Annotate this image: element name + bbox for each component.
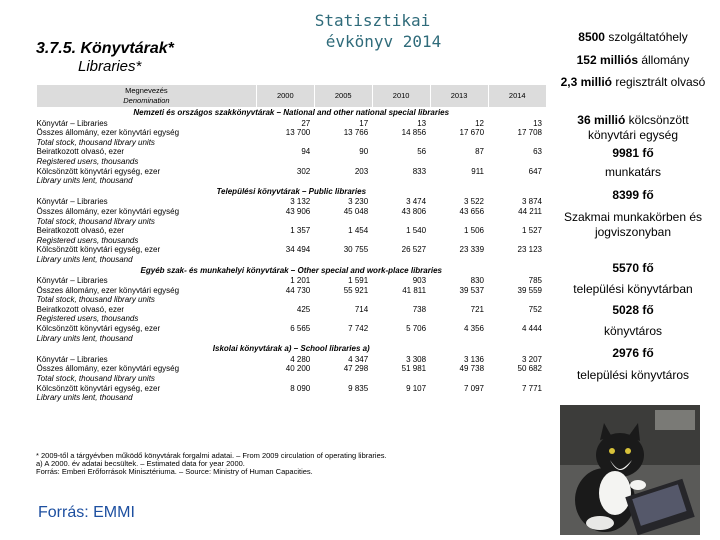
table-row bbox=[37, 245, 547, 255]
row-value: 4 347 bbox=[348, 354, 369, 364]
row-value: 7 097 bbox=[463, 383, 485, 393]
table-heading-en: Libraries* bbox=[78, 58, 142, 75]
table-row bbox=[37, 138, 547, 148]
row-label: Library units lent, thousand bbox=[36, 254, 133, 264]
row-value bbox=[488, 138, 546, 148]
stat-value: 8500 bbox=[578, 30, 605, 44]
row-label: Registered users, thousands bbox=[36, 314, 139, 324]
table-row bbox=[37, 255, 547, 265]
footnote: * 2009-től a tárgyévben működő könyvtárak forgalmi adatai. – From 2009 circulation of operating libraries. bbox=[36, 451, 387, 460]
row-value bbox=[256, 393, 314, 403]
row-label: Kölcsönzött könyvtári egység, ezer bbox=[36, 245, 161, 255]
slide-title-line1: Statisztikai bbox=[314, 11, 431, 30]
stat-text: Szakmai munkakörben és jogviszonyban bbox=[563, 210, 703, 239]
table-row bbox=[37, 197, 547, 207]
row-value bbox=[430, 157, 488, 167]
row-label: Könyvtár – Libraries bbox=[36, 118, 108, 128]
row-value: 830 bbox=[470, 276, 485, 286]
stat-item bbox=[553, 188, 713, 203]
row-value: 1 201 bbox=[290, 276, 311, 286]
row-value bbox=[256, 157, 314, 167]
table-row bbox=[37, 286, 547, 296]
row-value: 7 771 bbox=[521, 383, 542, 393]
stat-item bbox=[553, 53, 713, 68]
row-value bbox=[256, 334, 314, 344]
table-footnotes bbox=[36, 452, 387, 476]
row-value: 30 755 bbox=[343, 245, 369, 255]
row-value: 23 339 bbox=[459, 245, 485, 255]
table-row bbox=[37, 128, 547, 138]
table-row bbox=[37, 226, 547, 236]
row-value bbox=[488, 393, 546, 403]
row-value bbox=[256, 295, 314, 305]
stat-item bbox=[553, 113, 713, 142]
table-row bbox=[37, 384, 547, 394]
row-value bbox=[372, 393, 430, 403]
row-label: Total stock, thousand library units bbox=[36, 216, 155, 226]
row-value: 1 591 bbox=[348, 276, 369, 286]
row-value: 34 494 bbox=[285, 245, 311, 255]
table-heading-hu: 3.7.5. Könyvtárak* bbox=[36, 40, 174, 57]
stat-value: 2,3 millió bbox=[560, 75, 612, 89]
stat-text: szolgáltatóhely bbox=[604, 30, 688, 44]
row-value: 3 230 bbox=[348, 197, 369, 207]
row-value: 3 874 bbox=[521, 197, 542, 207]
stat-text: települési könyvtárban bbox=[573, 282, 693, 296]
row-value bbox=[314, 217, 372, 227]
stat-text: munkatárs bbox=[604, 165, 662, 179]
row-value: 4 280 bbox=[290, 354, 311, 364]
stat-value: 152 milliós bbox=[576, 53, 638, 67]
row-value bbox=[314, 157, 372, 167]
footnote: a) A 2000. év adatai becsültek. – Estimated data for year 2000. bbox=[36, 459, 245, 468]
table-row bbox=[37, 176, 547, 186]
row-value: 3 522 bbox=[463, 197, 485, 207]
row-value: 12 bbox=[475, 118, 485, 128]
row-value bbox=[314, 295, 372, 305]
row-value bbox=[256, 236, 314, 246]
cat-at-laptop-photo bbox=[560, 405, 700, 535]
row-value bbox=[256, 176, 314, 186]
row-value: 203 bbox=[354, 166, 369, 176]
table-header-row bbox=[37, 85, 547, 107]
stat-item bbox=[553, 346, 713, 361]
row-label: Registered users, thousands bbox=[36, 156, 139, 166]
row-value: 50 682 bbox=[517, 364, 542, 374]
year-header: 2010 bbox=[372, 85, 430, 107]
table-row bbox=[37, 276, 547, 286]
row-value bbox=[314, 334, 372, 344]
row-label: Kölcsönzött könyvtári egység, ezer bbox=[36, 324, 161, 334]
section-title: Iskolai könyvtárak a) – School libraries a) bbox=[212, 344, 370, 354]
row-value bbox=[256, 255, 314, 265]
row-value: 4 444 bbox=[521, 324, 542, 334]
row-label: Kölcsönzött könyvtári egység, ezer bbox=[36, 383, 161, 393]
row-value: 1 527 bbox=[521, 226, 542, 236]
row-value bbox=[430, 393, 488, 403]
row-label: Total stock, thousand library units bbox=[36, 295, 155, 305]
row-value bbox=[256, 138, 314, 148]
row-value: 17 bbox=[359, 118, 369, 128]
row-value: 425 bbox=[296, 304, 311, 314]
row-value: 23 123 bbox=[517, 245, 542, 255]
table-row bbox=[37, 157, 547, 167]
row-value bbox=[314, 255, 372, 265]
row-value bbox=[372, 334, 430, 344]
row-value: 13 bbox=[533, 118, 542, 128]
denomination-label: Megnevezés bbox=[125, 86, 168, 96]
row-label: Library units lent, thousand bbox=[36, 333, 133, 343]
row-value bbox=[430, 255, 488, 265]
row-label: Összes állomány, ezer könyvtári egység bbox=[36, 128, 180, 138]
row-value: 13 766 bbox=[343, 128, 369, 138]
row-value: 43 806 bbox=[401, 206, 427, 216]
row-value bbox=[314, 176, 372, 186]
row-value: 56 bbox=[417, 147, 427, 157]
stat-text: kölcsönzött könyvtári egység bbox=[587, 113, 689, 142]
row-value bbox=[314, 314, 372, 324]
row-value bbox=[372, 314, 430, 324]
section-title-row bbox=[37, 265, 547, 277]
table-row bbox=[37, 217, 547, 227]
row-value: 41 811 bbox=[402, 285, 427, 295]
row-value bbox=[372, 138, 430, 148]
row-label: Összes állomány, ezer könyvtári egység bbox=[36, 364, 180, 374]
row-value: 3 132 bbox=[290, 197, 311, 207]
row-label: Beiratkozott olvasó, ezer bbox=[36, 304, 125, 314]
row-value: 90 bbox=[359, 147, 369, 157]
source-label: Forrás: EMMI bbox=[38, 504, 135, 521]
table-row bbox=[37, 236, 547, 246]
stat-value: 9981 fő bbox=[612, 146, 654, 160]
row-value bbox=[256, 217, 314, 227]
row-value bbox=[372, 217, 430, 227]
row-label: Library units lent, thousand bbox=[36, 176, 133, 186]
row-value: 738 bbox=[412, 304, 427, 314]
row-value: 7 742 bbox=[348, 324, 369, 334]
stat-item bbox=[553, 261, 713, 276]
row-value: 3 136 bbox=[463, 354, 485, 364]
row-value bbox=[430, 138, 488, 148]
footnote: Forrás: Emberi Erőforrások Minisztériuma. – Source: Ministry of Human Capacities. bbox=[36, 467, 313, 476]
row-value: 302 bbox=[296, 166, 311, 176]
section-title-row bbox=[37, 343, 547, 355]
row-value bbox=[430, 374, 488, 384]
table-row bbox=[37, 334, 547, 344]
section-title: Települési könyvtárak – Public libraries bbox=[216, 186, 367, 196]
table-row bbox=[37, 119, 547, 129]
row-value: 43 906 bbox=[285, 206, 311, 216]
year-header: 2014 bbox=[488, 85, 546, 107]
row-label: Registered users, thousands bbox=[36, 235, 139, 245]
row-value: 87 bbox=[475, 147, 485, 157]
row-value bbox=[430, 217, 488, 227]
denomination-header bbox=[37, 85, 257, 107]
denomination-label-en: Denomination bbox=[123, 96, 170, 105]
row-value bbox=[488, 314, 546, 324]
stat-item bbox=[553, 368, 713, 383]
row-value bbox=[314, 374, 372, 384]
row-value: 647 bbox=[528, 166, 542, 176]
row-value bbox=[488, 236, 546, 246]
row-value: 43 656 bbox=[459, 206, 485, 216]
row-value: 39 559 bbox=[517, 285, 542, 295]
stat-item bbox=[553, 30, 713, 45]
row-value bbox=[372, 255, 430, 265]
row-label: Könyvtár – Libraries bbox=[36, 354, 108, 364]
row-value: 94 bbox=[301, 147, 311, 157]
stat-text: könyvtáros bbox=[603, 324, 663, 338]
row-value: 14 856 bbox=[401, 128, 427, 138]
row-value bbox=[372, 236, 430, 246]
row-value bbox=[372, 374, 430, 384]
row-value: 1 506 bbox=[463, 226, 485, 236]
row-value bbox=[430, 295, 488, 305]
row-value bbox=[488, 255, 546, 265]
row-value: 785 bbox=[528, 276, 542, 286]
row-value: 903 bbox=[412, 276, 427, 286]
row-value bbox=[430, 314, 488, 324]
row-value: 3 207 bbox=[521, 354, 542, 364]
row-value bbox=[314, 236, 372, 246]
section-title: Nemzeti és országos szakkönyvtárak – National and other national special libraries bbox=[133, 108, 450, 117]
table-row bbox=[37, 207, 547, 217]
stat-item bbox=[553, 75, 713, 90]
row-value: 51 981 bbox=[401, 364, 427, 374]
row-value bbox=[488, 217, 546, 227]
row-value: 5 706 bbox=[406, 324, 427, 334]
row-value: 752 bbox=[528, 304, 542, 314]
statistics-table-figure bbox=[36, 40, 546, 475]
row-value: 833 bbox=[412, 166, 427, 176]
row-value: 17 708 bbox=[517, 128, 542, 138]
row-value: 6 565 bbox=[290, 324, 311, 334]
table-heading bbox=[36, 40, 174, 75]
row-value: 3 474 bbox=[406, 197, 427, 207]
row-label: Total stock, thousand library units bbox=[36, 374, 155, 384]
row-label: Library units lent, thousand bbox=[36, 393, 133, 403]
row-value bbox=[372, 157, 430, 167]
table-row bbox=[37, 355, 547, 365]
row-value bbox=[314, 138, 372, 148]
row-value bbox=[488, 374, 546, 384]
stat-item bbox=[553, 282, 713, 297]
row-label: Beiratkozott olvasó, ezer bbox=[36, 226, 125, 236]
row-value bbox=[256, 374, 314, 384]
stat-value: 2976 fő bbox=[612, 346, 654, 360]
row-value bbox=[372, 176, 430, 186]
table-row bbox=[37, 314, 547, 324]
row-label: Könyvtár – Libraries bbox=[36, 197, 108, 207]
row-label: Összes állomány, ezer könyvtári egység bbox=[36, 206, 180, 216]
row-value: 721 bbox=[470, 304, 485, 314]
stat-item bbox=[553, 324, 713, 339]
row-value: 39 537 bbox=[459, 285, 485, 295]
row-value bbox=[488, 157, 546, 167]
year-header: 2000 bbox=[256, 85, 314, 107]
row-value bbox=[314, 393, 372, 403]
row-value bbox=[430, 176, 488, 186]
year-header: 2005 bbox=[314, 85, 372, 107]
row-value: 13 700 bbox=[285, 128, 311, 138]
row-value: 26 527 bbox=[401, 245, 427, 255]
table-row bbox=[37, 295, 547, 305]
library-statistics-table bbox=[36, 85, 546, 403]
row-value: 911 bbox=[471, 166, 485, 176]
row-value: 714 bbox=[354, 304, 369, 314]
row-value: 40 200 bbox=[285, 364, 311, 374]
row-value: 45 048 bbox=[343, 206, 369, 216]
row-value: 49 738 bbox=[459, 364, 485, 374]
row-value: 3 308 bbox=[406, 354, 427, 364]
table-row bbox=[37, 305, 547, 315]
stat-item bbox=[553, 303, 713, 318]
row-value: 13 bbox=[417, 118, 427, 128]
table-row bbox=[37, 167, 547, 177]
row-value: 55 921 bbox=[343, 285, 369, 295]
stat-item bbox=[553, 146, 713, 161]
row-value: 1 454 bbox=[348, 226, 369, 236]
section-title-row bbox=[37, 107, 547, 119]
slide-title-line2: évkönyv 2014 bbox=[325, 32, 442, 51]
row-value: 1 540 bbox=[406, 226, 427, 236]
table-row bbox=[37, 324, 547, 334]
row-label: Beiratkozott olvasó, ezer bbox=[36, 147, 125, 157]
stat-item bbox=[553, 165, 713, 180]
row-label: Kölcsönzött könyvtári egység, ezer bbox=[36, 166, 161, 176]
row-value bbox=[430, 236, 488, 246]
row-value: 9 107 bbox=[406, 383, 427, 393]
row-value bbox=[488, 334, 546, 344]
row-value: 47 298 bbox=[343, 364, 369, 374]
stat-text: települési könyvtáros bbox=[576, 368, 690, 382]
stat-text: állomány bbox=[638, 53, 690, 67]
row-value bbox=[488, 176, 546, 186]
row-value: 63 bbox=[533, 147, 542, 157]
stat-value: 5028 fő bbox=[612, 303, 654, 317]
year-header: 2013 bbox=[430, 85, 488, 107]
row-value: 1 357 bbox=[290, 226, 311, 236]
row-label: Könyvtár – Libraries bbox=[36, 276, 108, 286]
stat-value: 8399 fő bbox=[612, 188, 654, 202]
stat-value: 36 millió bbox=[577, 113, 626, 127]
table-row bbox=[37, 364, 547, 374]
stat-item bbox=[553, 210, 713, 239]
section-title: Egyéb szak- és munkahelyi könyvtárak – Other special and work-place libraries bbox=[140, 265, 442, 275]
row-value bbox=[256, 314, 314, 324]
row-value: 17 670 bbox=[459, 128, 485, 138]
row-value bbox=[488, 295, 546, 305]
row-value bbox=[430, 334, 488, 344]
row-value bbox=[372, 295, 430, 305]
stat-text: regisztrált olvasó bbox=[611, 75, 706, 89]
row-value: 8 090 bbox=[290, 383, 311, 393]
section-title-row bbox=[37, 186, 547, 198]
row-value: 4 356 bbox=[463, 324, 485, 334]
row-value: 44 211 bbox=[518, 206, 542, 216]
row-value: 27 bbox=[301, 118, 311, 128]
table-row bbox=[37, 147, 547, 157]
row-label: Összes állomány, ezer könyvtári egység bbox=[36, 285, 180, 295]
table-row bbox=[37, 393, 547, 403]
stat-value: 5570 fő bbox=[612, 261, 654, 275]
row-value: 9 835 bbox=[348, 383, 369, 393]
row-value: 44 730 bbox=[285, 285, 311, 295]
table-row bbox=[37, 374, 547, 384]
row-label: Total stock, thousand library units bbox=[36, 137, 155, 147]
